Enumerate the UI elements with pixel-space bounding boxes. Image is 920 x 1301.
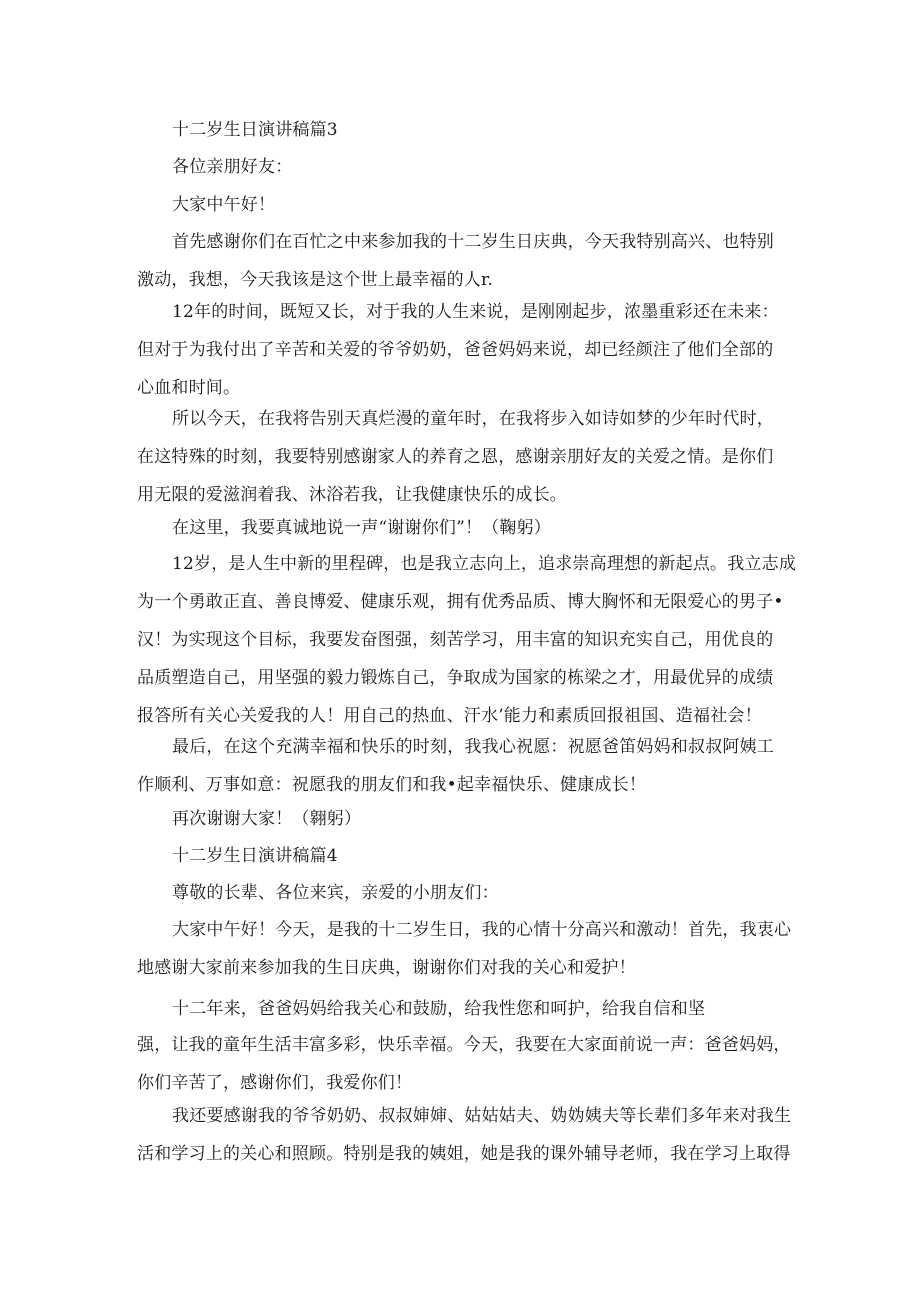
text-line: 心血和时间。 xyxy=(137,378,241,398)
text-line: 12岁，是人生中新的里程碑，也是我立志向上，追求崇高理想的新起点。我立志成 xyxy=(172,554,797,574)
text-line: 再次谢谢大家！（翱躬） xyxy=(172,809,362,829)
text-line: 大家中午好！ xyxy=(172,195,276,215)
text-line: 所以今天，在我将告别天真烂漫的童年时，在我将步入如诗如梦的少年时代时， xyxy=(172,409,774,429)
paragraph-wishes xyxy=(137,728,774,804)
salutation-2 xyxy=(172,874,499,912)
text-line: 但对于为我付出了辛苦和关爱的爷爷奶奶，爸爸妈妈来说，却已经颜注了他们全部的 xyxy=(137,340,774,360)
text-line: 最后，在这个充满幸福和快乐的时刻，我我心祝愿：祝愿爸笛妈妈和叔叔阿姨工 xyxy=(172,737,774,757)
text-line: 我还要感谢我的爷爷奶奶、叔叔婶婶、姑姑姑夫、妫妫姨夫等长辈们多年来对我生 xyxy=(172,1106,792,1126)
section-title-3 xyxy=(172,111,338,149)
text-line: 为一个勇敢正直、善良博爱、健康乐观，拥有优秀品质、博大胸怀和无限爱心的男子• xyxy=(137,592,784,612)
text-line: 十二岁生日演讲稿篇3 xyxy=(172,120,338,140)
section-title-4 xyxy=(172,837,338,875)
text-line: 报答所有关心关爱我的人！用自己的热血、汗水’能力和素质回报祖国、造福社会！ xyxy=(137,706,762,726)
text-line: 12年的时间，既短又长，对于我的人生来说，是刚刚起步，浓墨重彩还在未来： xyxy=(172,302,779,322)
text-line: 激动，我想，今天我该是这个世上最幸福的人r. xyxy=(137,270,494,290)
paragraph-thanks xyxy=(137,223,774,299)
paragraph-childhood xyxy=(137,1026,791,1102)
paragraph-thank-you xyxy=(172,509,551,547)
text-line: 各位亲朋好友： xyxy=(172,157,293,177)
paragraph-today xyxy=(137,400,774,514)
paragraph-family-thanks xyxy=(137,1097,791,1173)
paragraph-twelve-years xyxy=(137,293,779,407)
text-line: 你们辛苦了，感谢你们，我爱你们！ xyxy=(137,1073,413,1093)
text-line: 首先感谢你们在百忙之中来参加我的十二岁生日庆典，今天我特别高兴、也特别 xyxy=(172,232,774,252)
text-line: 强，让我的童年生活丰富多彩，快乐幸福。今天，我要在大家面前说一声：爸爸妈妈， xyxy=(137,1035,791,1055)
text-line: 在这特殊的时刻，我要特别感谢家人的养育之恩，感谢亲朋好友的关爱之情。是你们 xyxy=(137,447,774,467)
text-line: 在这里，我要真诚地说一声“谢谢你们”！（鞠躬） xyxy=(172,518,551,538)
text-line: 汉！为实现这个目标，我要发奋图强，刻苦学习，用丰富的知识充实自己，用优良的 xyxy=(137,630,774,650)
greeting xyxy=(172,186,275,224)
text-line: 作顺利、万事如意：祝愿我的朋友们和我•起幸福快乐、健康成长！ xyxy=(137,775,647,795)
paragraph-milestone xyxy=(137,545,796,735)
text-line: 品质塑造自己，用坚强的毅力锻炼自己，争取成为国家的栋梁之才，用最优异的成绩 xyxy=(137,668,774,688)
paragraph-closing xyxy=(172,800,361,838)
text-line: 地感谢大家前来参加我的生日庆典，谢谢你们对我的关心和爱护！ xyxy=(137,958,636,978)
paragraph-twelve-years-2 xyxy=(172,990,705,1028)
text-line: 大家中午好！今天，是我的十二岁生日，我的心情十分高兴和激动！首先，我衷心 xyxy=(172,920,792,940)
text-line: 尊敬的长辈、各位来宾，亲爱的小朋友们： xyxy=(172,883,499,903)
salutation xyxy=(172,148,292,186)
text-line: 十二岁生日演讲稿篇4 xyxy=(172,846,338,866)
paragraph-greeting-2 xyxy=(137,911,791,987)
text-line: 活和学习上的关心和照顾。特别是我的姨姐，她是我的课外辅导老师，我在学习上取得 xyxy=(137,1144,791,1164)
text-line: 十二年来，爸爸妈妈给我关心和鼓励，给我性您和呵护，给我自信和坚 xyxy=(172,999,706,1019)
text-line: 用无限的爱滋润着我、沐浴若我，让我健康快乐的成长。 xyxy=(137,485,567,505)
